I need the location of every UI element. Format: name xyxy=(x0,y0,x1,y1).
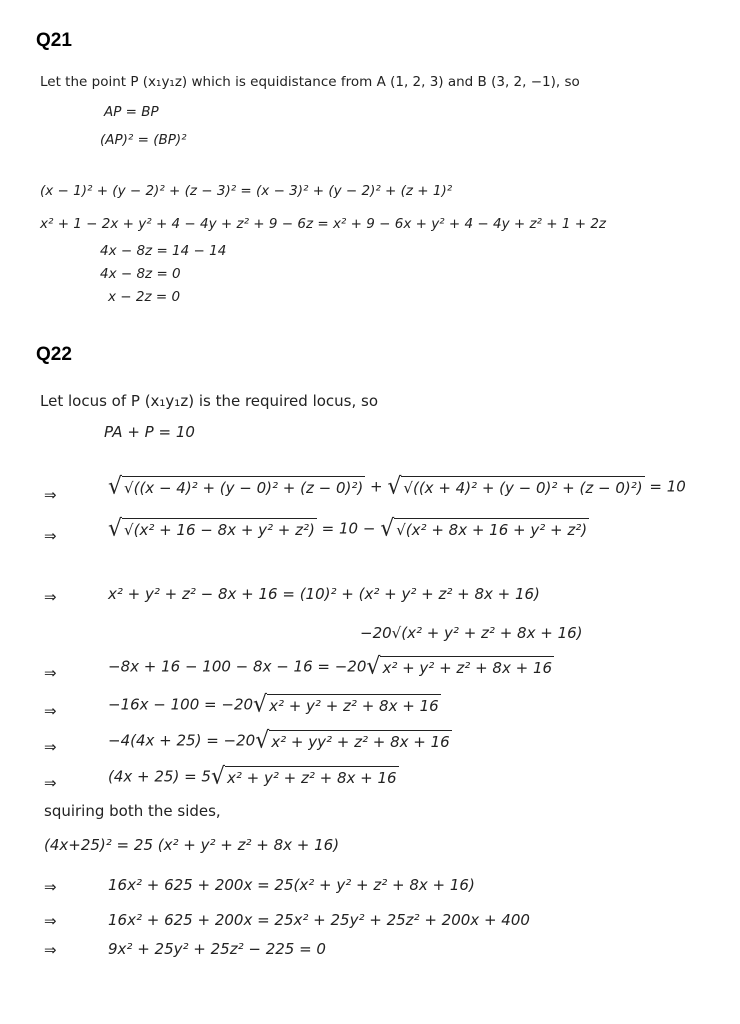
implies-arrow: ⇒ xyxy=(44,588,57,606)
implies-arrow: ⇒ xyxy=(44,664,57,682)
implies-arrow: ⇒ xyxy=(44,774,57,792)
q22-heading: Q22 xyxy=(36,344,72,365)
q22-step-1: √ √((x − 4)² + (y − 0)² + (z − 0)²) + √ √((x + 4)² + (y − 0)² + (z − 0)²) = 10 xyxy=(108,473,686,500)
q22-step-1-tail: = 10 xyxy=(649,477,686,496)
implies-arrow: ⇒ xyxy=(44,527,57,545)
q22-step-5-pre: −16x − 100 = −20 xyxy=(108,695,254,714)
q22-step-2-mid: = 10 − xyxy=(321,519,376,538)
q22-step-5: −16x − 100 = −20 √ x² + y² + z² + 8x + 16 xyxy=(108,691,439,718)
q22-step-5-rad: x² + y² + z² + 8x + 16 xyxy=(267,694,441,716)
q22-step-4-rad: x² + y² + z² + 8x + 16 xyxy=(380,656,554,678)
q21-line-expanded: (x − 1)² + (y − 2)² + (z − 3)² = (x − 3)² + (y − 2)² + (z + 1)² xyxy=(40,183,453,199)
q22-intro: Let locus of P (x₁y₁z) is the required locus, so xyxy=(40,392,379,410)
q22-step-7-pre: (4x + 25) = 5 xyxy=(108,767,211,786)
implies-arrow: ⇒ xyxy=(44,912,57,930)
q22-step-2-right: √(x² + 8x + 16 + y² + z²) xyxy=(394,518,589,540)
q22-final-1: 16x² + 625 + 200x = 25(x² + y² + z² + 8x + 16) xyxy=(108,876,475,894)
q22-step-4: −8x + 16 − 100 − 8x − 16 = −20 √ x² + y² + z² + 8x + 16 xyxy=(108,653,553,680)
q21-line-ap-bp: AP = BP xyxy=(104,104,159,120)
q22-step-2-left: √(x² + 16 − 8x + y² + z²) xyxy=(122,518,317,540)
implies-arrow: ⇒ xyxy=(44,941,57,959)
implies-arrow: ⇒ xyxy=(44,702,57,720)
q22-step-7-rad: x² + y² + z² + 8x + 16 xyxy=(225,766,399,788)
q21-line-intro: Let the point P (x₁y₁z) which is equidistance from A (1, 2, 3) and B (3, 2, −1), so xyxy=(40,74,580,90)
q22-step-3-continued: −20√(x² + y² + z² + 8x + 16) xyxy=(360,624,583,642)
q22-step-6: −4(4x + 25) = −20 √ x² + yy² + z² + 8x + 16 xyxy=(108,727,450,754)
implies-arrow: ⇒ xyxy=(44,878,57,896)
implies-arrow: ⇒ xyxy=(44,486,57,504)
implies-arrow: ⇒ xyxy=(44,738,57,756)
q22-step-4-pre: −8x + 16 − 100 − 8x − 16 = −20 xyxy=(108,657,367,676)
q22-final-2: 16x² + 625 + 200x = 25x² + 25y² + 25z² + 200x + 400 xyxy=(108,911,530,929)
q21-line-simplify-2: 4x − 8z = 0 xyxy=(100,266,181,282)
q21-line-result: x − 2z = 0 xyxy=(108,289,181,305)
q22-final-3: 9x² + 25y² + 25z² − 225 = 0 xyxy=(108,940,326,958)
q21-line-simplify-1: 4x − 8z = 14 − 14 xyxy=(100,243,227,259)
q22-squared: (4x+25)² = 25 (x² + y² + z² + 8x + 16) xyxy=(44,836,340,854)
q22-step-6-rad: x² + yy² + z² + 8x + 16 xyxy=(269,730,451,752)
q22-step-1-mid: + xyxy=(370,477,383,496)
q21-line-full-expansion: x² + 1 − 2x + y² + 4 − 4y + z² + 9 − 6z = x² + 9 − 6x + y² + 4 − 4y + z² + 1 + 2z xyxy=(40,216,606,232)
q22-step-3: x² + y² + z² − 8x + 16 = (10)² + (x² + y² + z² + 8x + 16) xyxy=(108,585,540,603)
q22-step-6-pre: −4(4x + 25) = −20 xyxy=(108,731,256,750)
q22-squaring-note: squiring both the sides, xyxy=(44,802,221,820)
q22-step-2: √ √(x² + 16 − 8x + y² + z²) = 10 − √ √(x² + 8x + 16 + y² + z²) xyxy=(108,515,588,542)
q22-step-7: (4x + 25) = 5 √ x² + y² + z² + 8x + 16 xyxy=(108,763,397,790)
q21-heading: Q21 xyxy=(36,30,72,51)
q22-step-1-right: √((x + 4)² + (y − 0)² + (z − 0)²) xyxy=(401,476,644,498)
q22-given: PA + P = 10 xyxy=(104,423,195,441)
q21-line-squares: (AP)² = (BP)² xyxy=(100,132,187,148)
q22-step-1-left: √((x − 4)² + (y − 0)² + (z − 0)²) xyxy=(122,476,365,498)
